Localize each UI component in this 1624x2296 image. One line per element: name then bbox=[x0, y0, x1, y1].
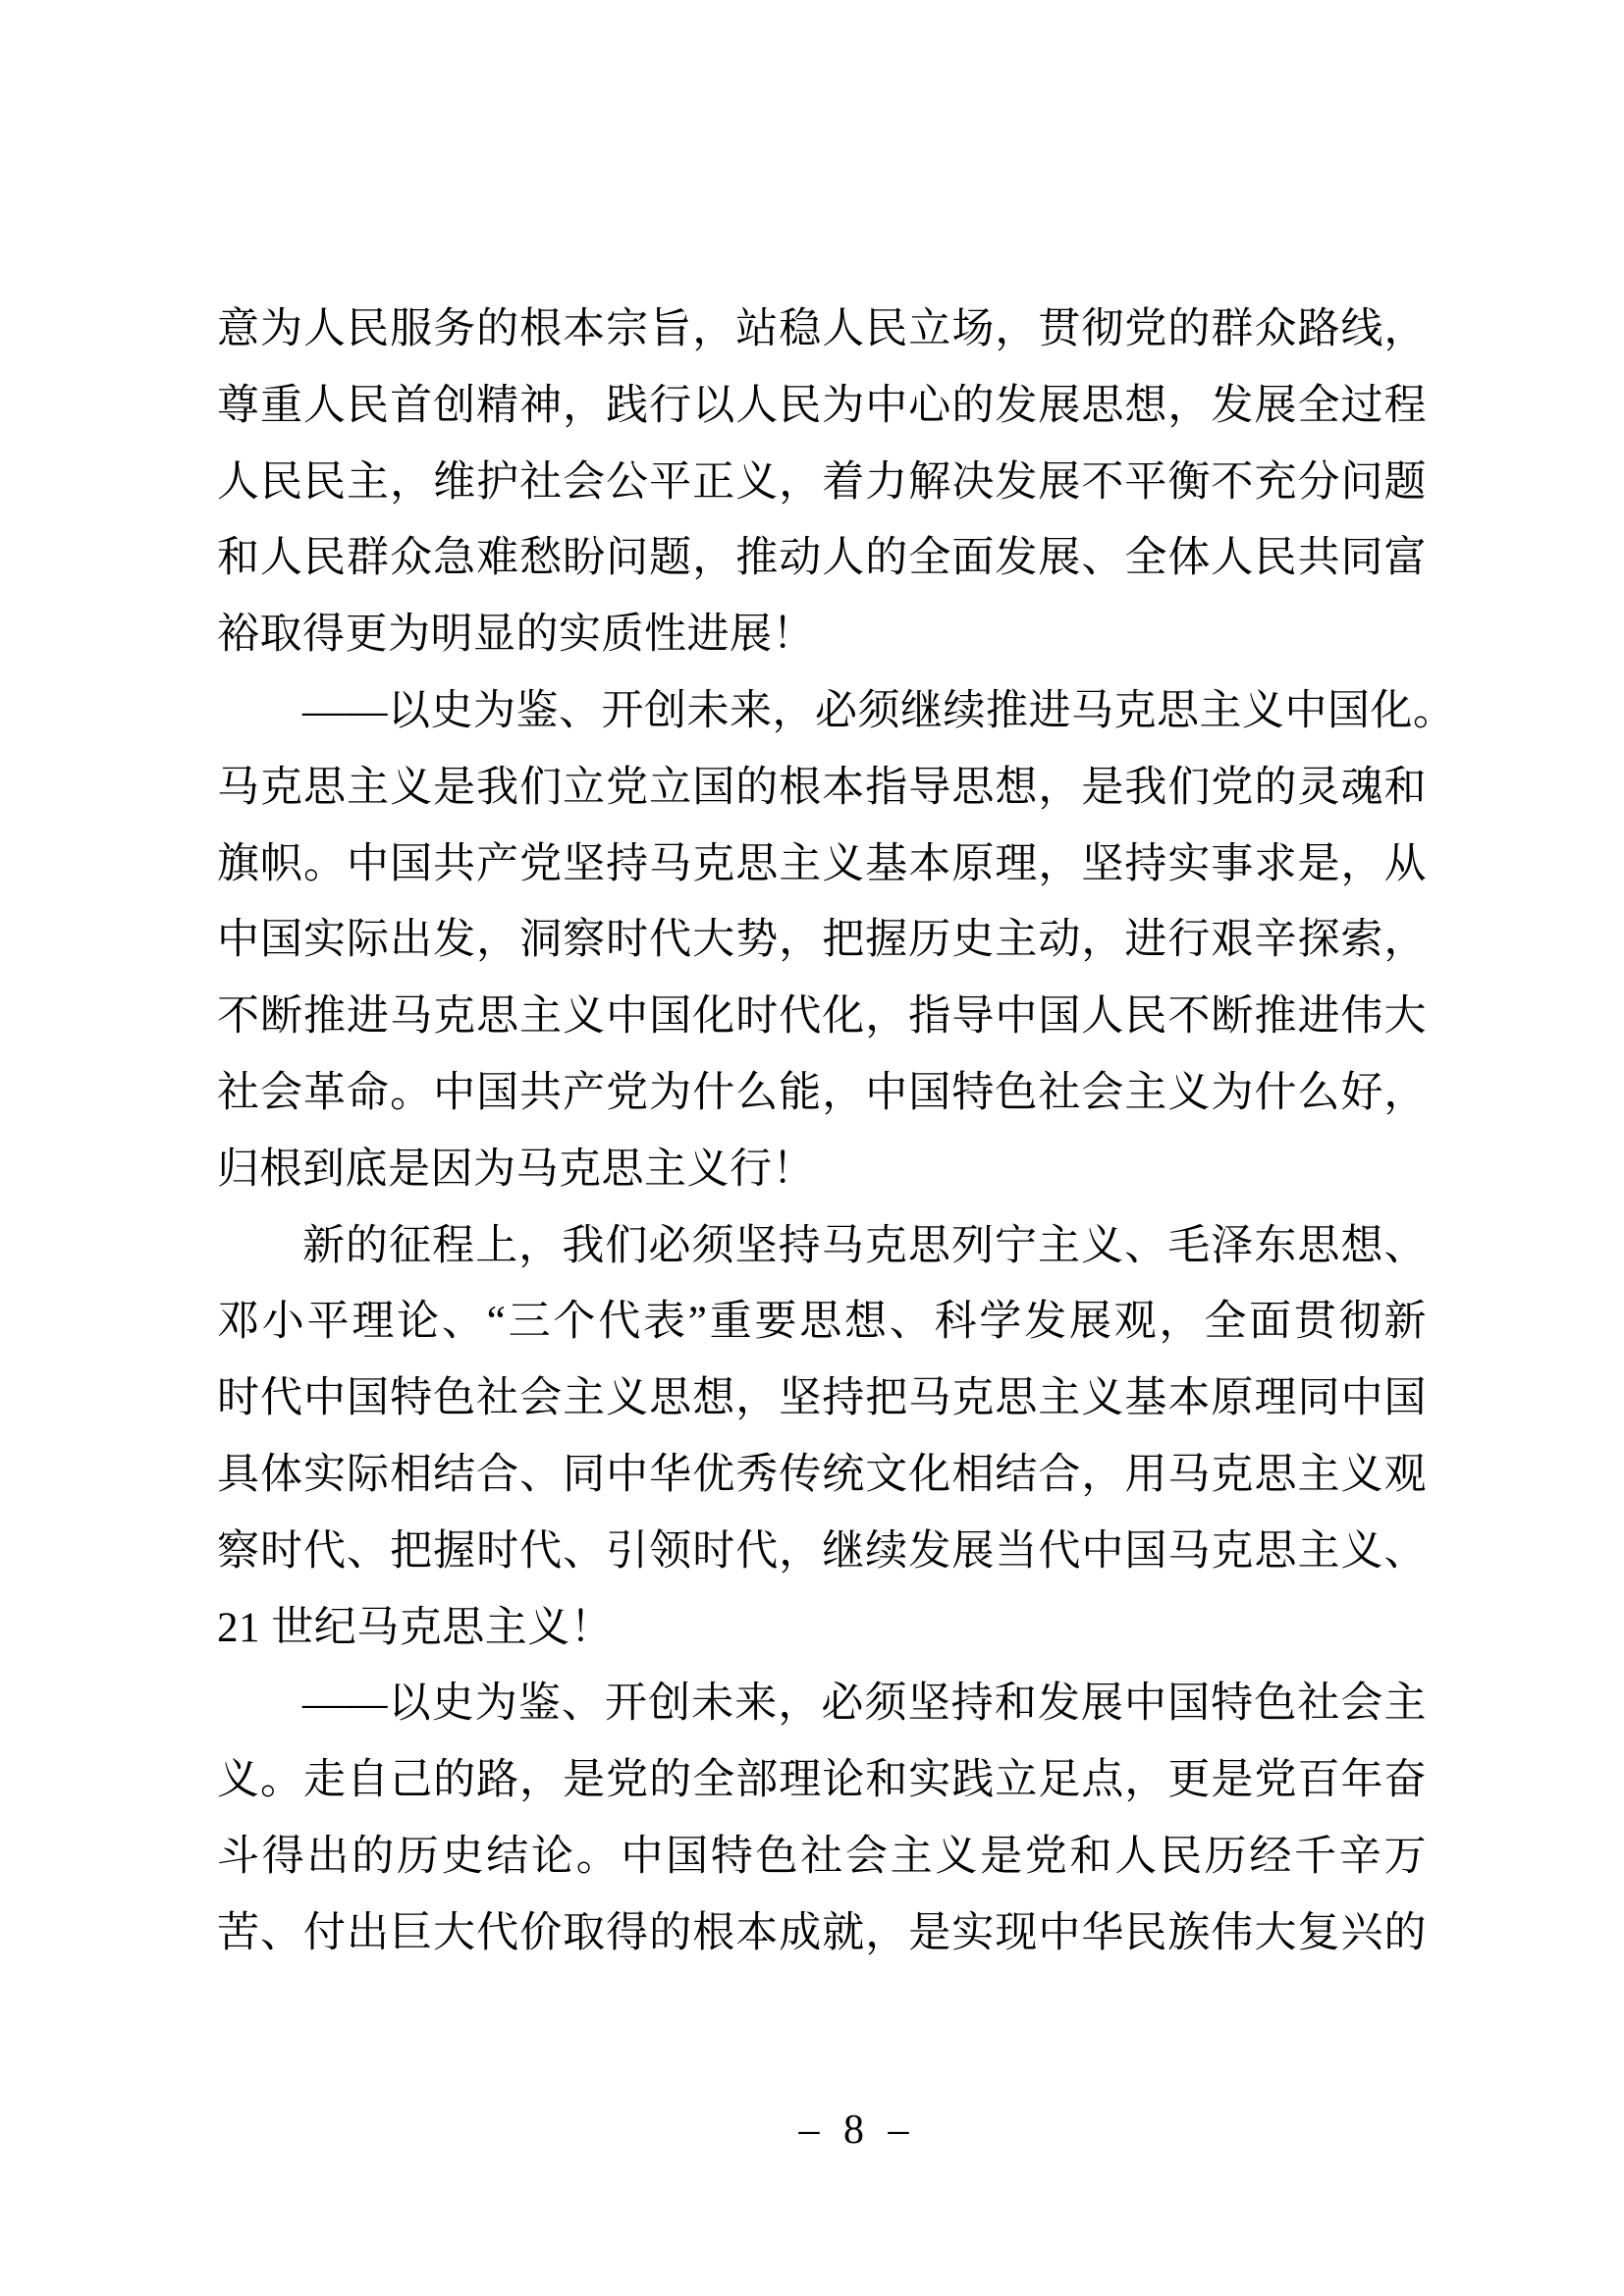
text-line: 中国实际出发，洞察时代大势，把握历史主动，进行艰辛探索， bbox=[217, 917, 1427, 964]
text-line: 人民民主，维护社会公平正义，着力解决发展不平衡不充分问题 bbox=[217, 458, 1427, 506]
text-line: 邓小平理论、“三个代表”重要思想、科学发展观，全面贯彻新 bbox=[217, 1299, 1427, 1346]
text-line: 苦、付出巨大代价取得的根本成就，是实现中华民族伟大复兴的 bbox=[217, 1909, 1427, 1956]
text-line: 意为人民服务的根本宗旨，站稳人民立场，贯彻党的群众路线， bbox=[217, 306, 1427, 352]
text-line: 时代中国特色社会主义思想，坚持把马克思主义基本原理同中国 bbox=[217, 1375, 1427, 1422]
text-line: 新的征程上，我们必须坚持马克思列宁主义、毛泽东思想、 bbox=[302, 1222, 1427, 1269]
text-line: 和人民群众急难愁盼问题，推动人的全面发展、全体人民共同富 bbox=[217, 535, 1427, 582]
text-line: 尊重人民首创精神，践行以人民为中心的发展思想，发展全过程 bbox=[217, 382, 1427, 429]
body-text bbox=[217, 292, 1456, 1972]
text-line: ——以史为鉴、开创未来，必须坚持和发展中国特色社会主 bbox=[302, 1681, 1427, 1728]
page-number: – 8 – bbox=[798, 2108, 916, 2153]
text-line: 裕取得更为明显的实质性进展！ bbox=[217, 612, 815, 659]
text-line: 不断推进马克思主义中国化时代化，指导中国人民不断推进伟大 bbox=[217, 993, 1427, 1041]
text-line: 21 世纪马克思主义！ bbox=[217, 1604, 614, 1651]
text-line: 斗得出的历史结论。中国特色社会主义是党和人民历经千辛万 bbox=[217, 1833, 1427, 1880]
text-line: 察时代、把握时代、引领时代，继续发展当代中国马克思主义、 bbox=[217, 1527, 1427, 1575]
text-line: 社会革命。中国共产党为什么能，中国特色社会主义为什么好， bbox=[217, 1069, 1427, 1116]
text-line: 义。走自己的路，是党的全部理论和实践立足点，更是党百年奋 bbox=[217, 1757, 1427, 1804]
text-line: 马克思主义是我们立党立国的根本指导思想，是我们党的灵魂和 bbox=[217, 764, 1427, 811]
text-line: 归根到底是因为马克思主义行！ bbox=[217, 1146, 815, 1193]
text-line: 具体实际相结合、同中华优秀传统文化相结合，用马克思主义观 bbox=[217, 1451, 1427, 1498]
text-line: 旗帜。中国共产党坚持马克思主义基本原理，坚持实事求是，从 bbox=[217, 840, 1427, 887]
text-line: ——以史为鉴、开创未来，必须继续推进马克思主义中国化。 bbox=[302, 687, 1456, 734]
